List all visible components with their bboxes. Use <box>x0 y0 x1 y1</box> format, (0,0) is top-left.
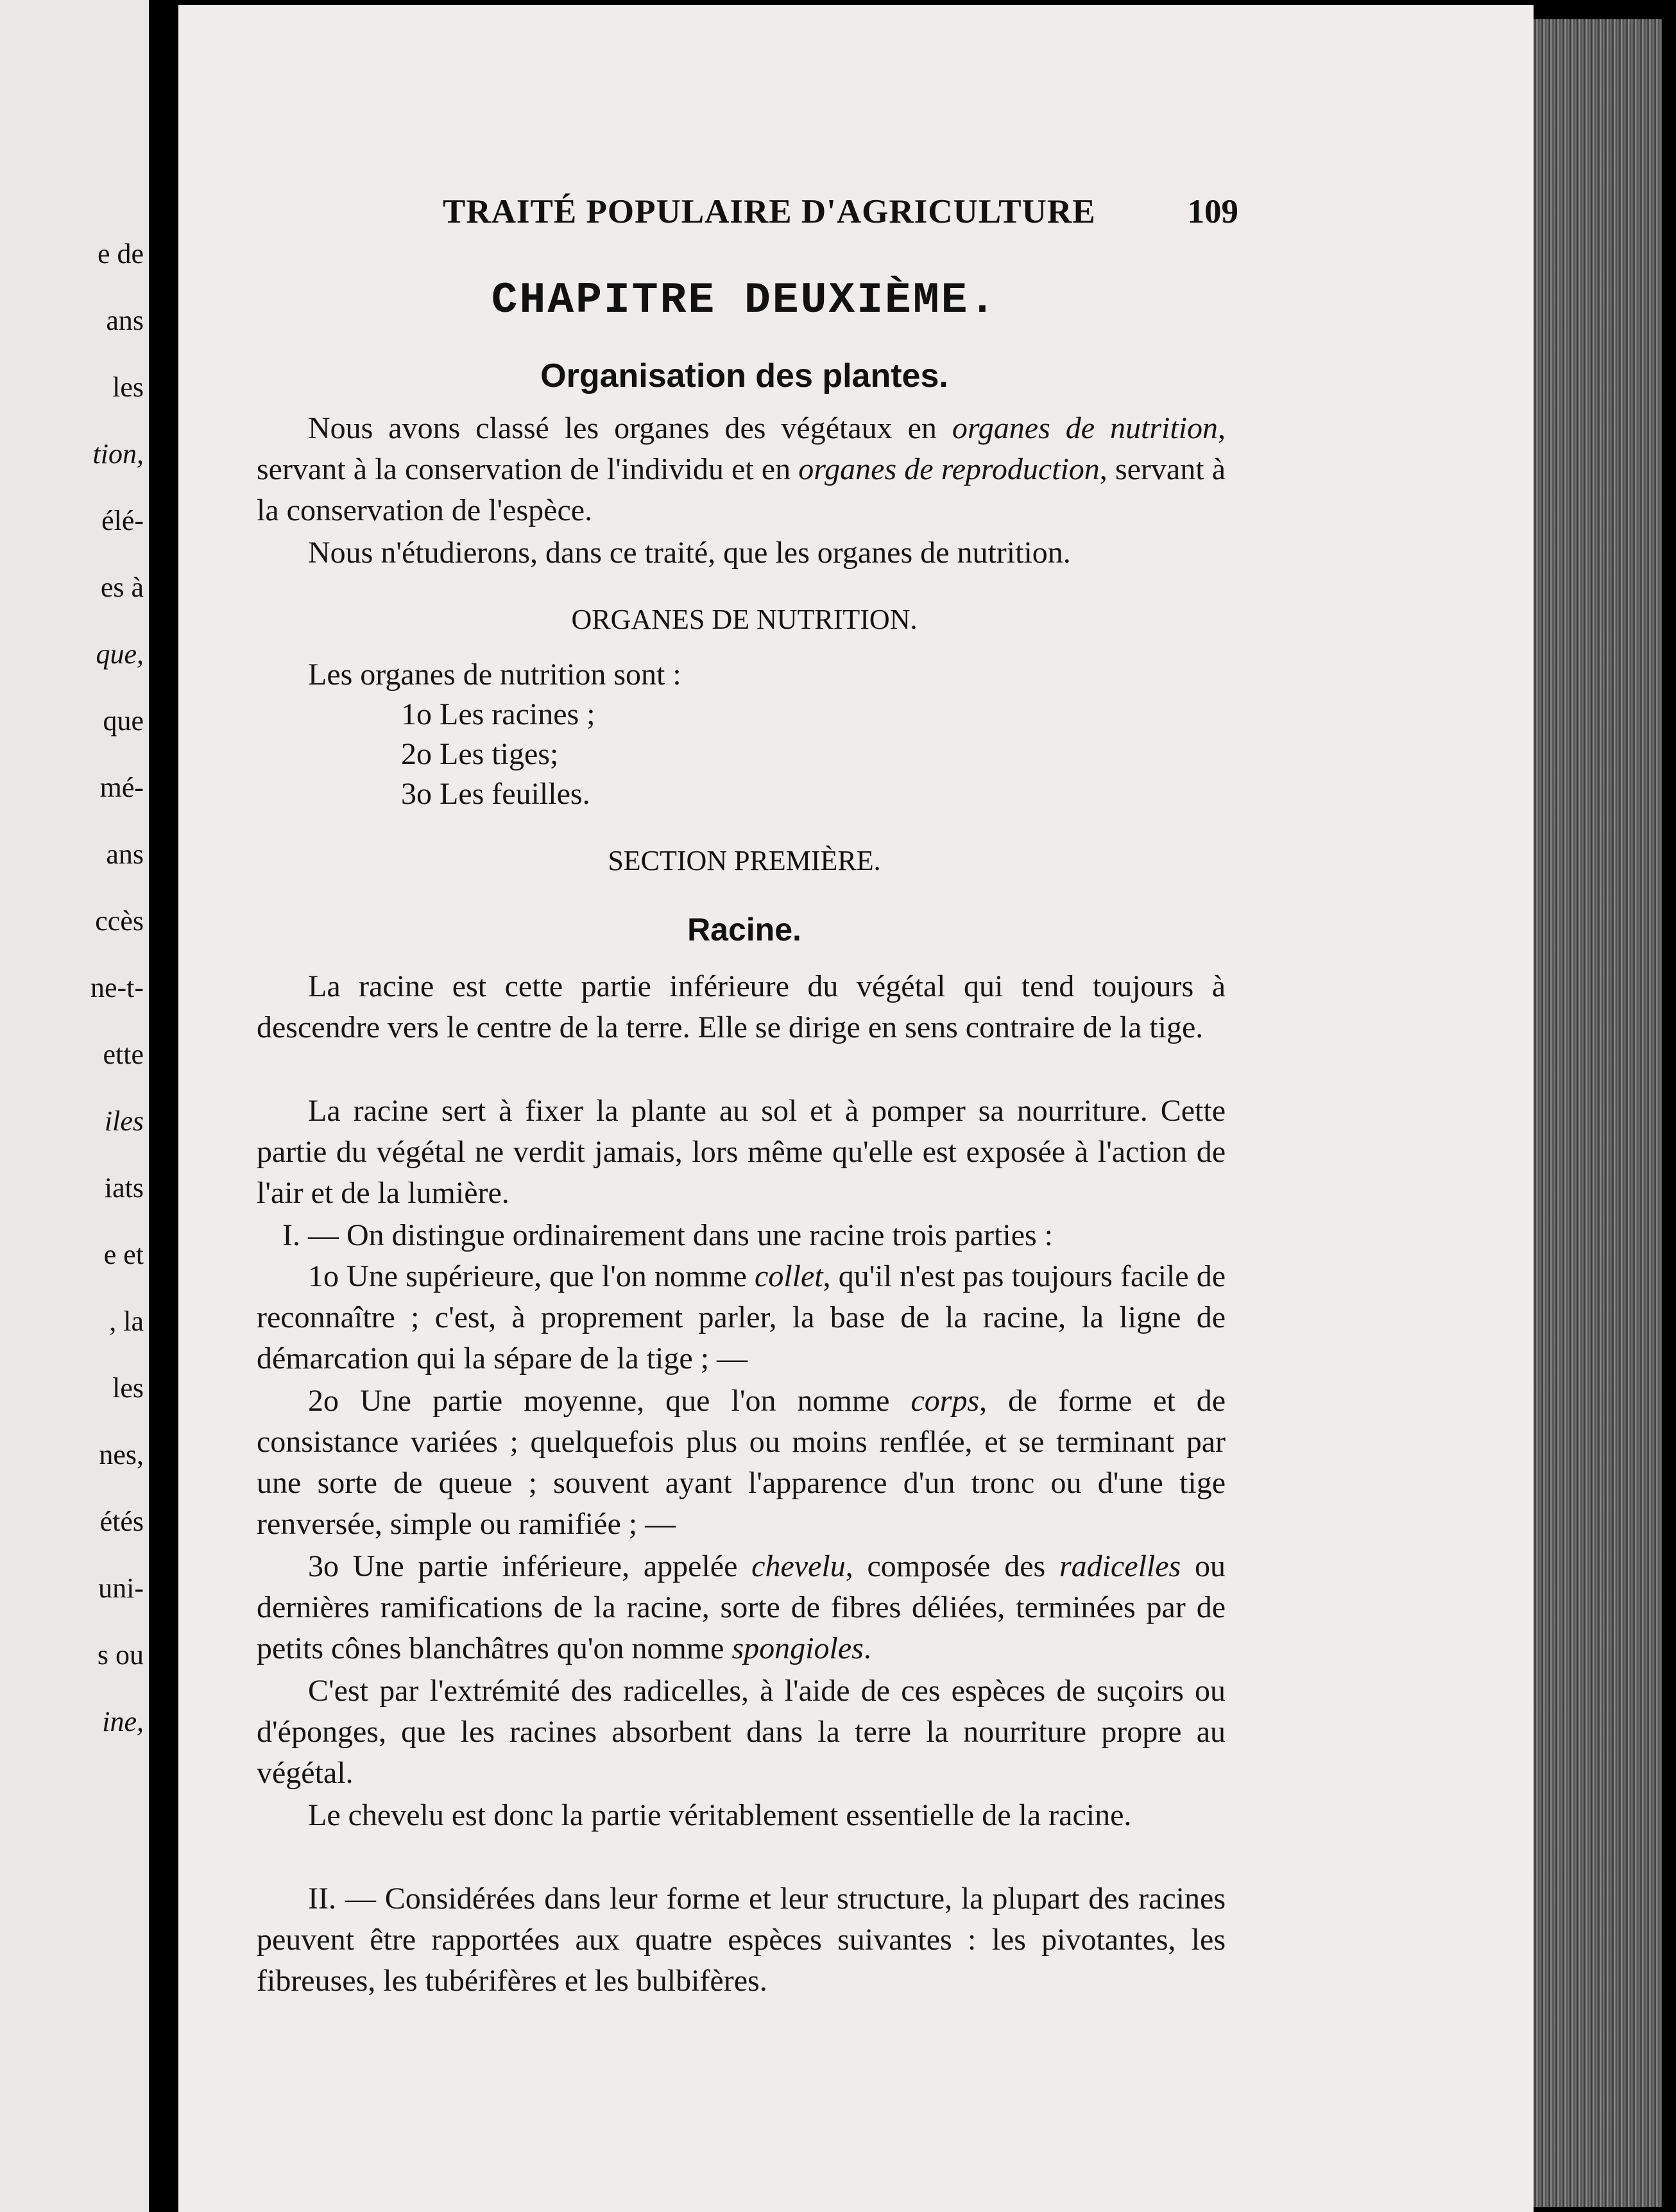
left-page-fragment: iles <box>104 1105 144 1137</box>
racine-p5-term-corps: corps <box>911 1384 980 1418</box>
left-page-fragment: étés <box>99 1506 144 1537</box>
racine-paragraph-9 <box>257 1878 1226 2002</box>
racine-paragraph-3 <box>257 1215 1226 1256</box>
intro-paragraph-2 <box>257 532 1226 574</box>
section-heading: Organisation des plantes. <box>540 357 948 395</box>
racine-p8-text: Le chevelu est donc la partie véritablement essentielle de la racine. <box>308 1798 1132 1832</box>
racine-paragraph-7 <box>257 1671 1226 1794</box>
left-page-fragment: les <box>112 371 144 403</box>
racine-p6-term-radicelles: radicelles <box>1059 1549 1181 1583</box>
page-gutter <box>149 0 178 2212</box>
left-page-fragment: e et <box>103 1239 144 1270</box>
racine-p6-term-spongioles: spongioles <box>731 1631 864 1665</box>
running-head-title: TRAITÉ POPULAIRE D'AGRICULTURE <box>443 193 1096 230</box>
left-page-fragment: ans <box>106 838 144 870</box>
left-page-fragment: les <box>112 1372 144 1404</box>
racine-p6-text-a: 3o Une partie inférieure, appelée <box>308 1549 752 1583</box>
left-page-fragment: e de <box>97 238 144 269</box>
left-page-fragment: ette <box>103 1039 144 1070</box>
racine-p3-text: I. — On distingue ordinairement dans une racine trois parties : <box>282 1218 1054 1252</box>
section-premiere-heading: SECTION PREMIÈRE. <box>608 845 881 876</box>
racine-p1-text: La racine est cette partie inférieure du végétal qui tend toujours à descendre vers le centre de la terre. Elle se dirige en sens contraire de la tige. <box>257 969 1226 1044</box>
racine-paragraph-8 <box>257 1795 1226 1836</box>
left-page-fragment: ccès <box>95 905 144 937</box>
racine-p5-text-a: 2o Une partie moyenne, que l'on nomme <box>308 1384 911 1418</box>
racine-paragraph-6 <box>257 1546 1226 1669</box>
left-page-fragment: que <box>103 705 144 736</box>
organes-list-item: 2o Les tiges; <box>401 737 559 771</box>
left-page-fragment: ne-t- <box>90 972 144 1003</box>
racine-p7-text: C'est par l'extrémité des radicelles, à l'aide de ces espèces de suçoirs ou d'éponges, que les racines absorbent dans la terre la nourriture propre au végétal. <box>257 1674 1226 1790</box>
left-page-fragment: iats <box>104 1172 144 1204</box>
organes-intro-text: Les organes de nutrition sont : <box>308 658 681 692</box>
racine-p4-text-c: , qu'il n'est pas toujours facile de reconnaître ; c'est, à proprement parler, la base de la racine, la ligne de démarcation qui la sépare de la tige ; — <box>257 1259 1226 1375</box>
left-page-fragment: tion, <box>92 438 144 470</box>
racine-p5-text-c: , de forme et de consistance variées ; quelquefois plus ou moins renflée, et se terminant par une sorte de queue ; souvent ayant l'apparence d'un tronc ou d'une tige renversée, simple ou ramifiée ; — <box>257 1384 1226 1541</box>
intro-p1-term-reproduction: organes de reproduction <box>798 452 1100 486</box>
left-page-fragment: élé- <box>101 505 144 536</box>
left-page-fragment: s ou <box>97 1639 144 1671</box>
intro-p1-text-a: Nous avons classé les organes des végétaux en <box>308 411 952 445</box>
left-page-fragment: mé- <box>99 772 144 803</box>
racine-p9-text: II. — Considérées dans leur forme et leur structure, la plupart des racines peuvent être rapportées aux quatre espèces suivantes : les pivotantes, les fibreuses, les tubérifères et les bulbifères. <box>257 1882 1226 1998</box>
left-page-fragment: es à <box>100 572 144 603</box>
racine-p6-text-g: . <box>863 1631 871 1665</box>
left-page-fragment: que, <box>96 638 144 670</box>
racine-p6-text-c: , composée des <box>845 1549 1059 1583</box>
left-page-fragment: uni- <box>98 1572 144 1604</box>
left-page-fragment: ine, <box>102 1706 144 1737</box>
intro-p1-text-c: , servant à la conservation de l'individu et en <box>257 411 1226 486</box>
racine-paragraph-5 <box>257 1381 1226 1545</box>
organes-heading: ORGANES DE NUTRITION. <box>571 604 918 635</box>
page-edge <box>1534 19 1662 2207</box>
left-facing-page <box>0 0 149 2212</box>
racine-p4-term-collet: collet <box>755 1259 823 1293</box>
racine-paragraph-2 <box>257 1091 1226 1214</box>
racine-p4-text-a: 1o Une supérieure, que l'on nomme <box>308 1259 755 1293</box>
page-number: 109 <box>1187 193 1238 230</box>
intro-p1-text-e: , servant à la conservation de l'espèce. <box>257 452 1226 527</box>
racine-p2-text: La racine sert à fixer la plante au sol et à pomper sa nourriture. Cette partie du végétal ne verdit jamais, lors même qu'elle est exposée à l'action de l'air et de la lumière. <box>257 1094 1226 1210</box>
intro-paragraph-1 <box>257 408 1226 531</box>
racine-heading: Racine. <box>687 912 801 948</box>
racine-paragraph-4 <box>257 1256 1226 1379</box>
left-page-fragment: , la <box>109 1306 144 1337</box>
racine-p6-text-e: ou dernières ramifications de la racine, sorte de fibres déliées, terminées par de petits cônes blanchâtres qu'on nomme <box>257 1549 1226 1665</box>
racine-paragraph-1 <box>257 966 1226 1048</box>
scan-border <box>1662 0 1676 2212</box>
chapter-title: CHAPITRE DEUXIÈME. <box>491 276 998 325</box>
left-page-fragment: ans <box>106 305 144 336</box>
intro-p1-term-nutrition: organes de nutrition <box>952 411 1219 445</box>
racine-p6-term-chevelu: chevelu <box>751 1549 846 1583</box>
organes-list-item: 3o Les feuilles. <box>401 777 590 811</box>
organes-list-item: 1o Les racines ; <box>401 697 595 731</box>
intro-p2-text: Nous n'étudierons, dans ce traité, que les organes de nutrition. <box>308 536 1071 570</box>
left-page-fragment: nes, <box>99 1439 144 1470</box>
organes-intro <box>257 654 1226 695</box>
